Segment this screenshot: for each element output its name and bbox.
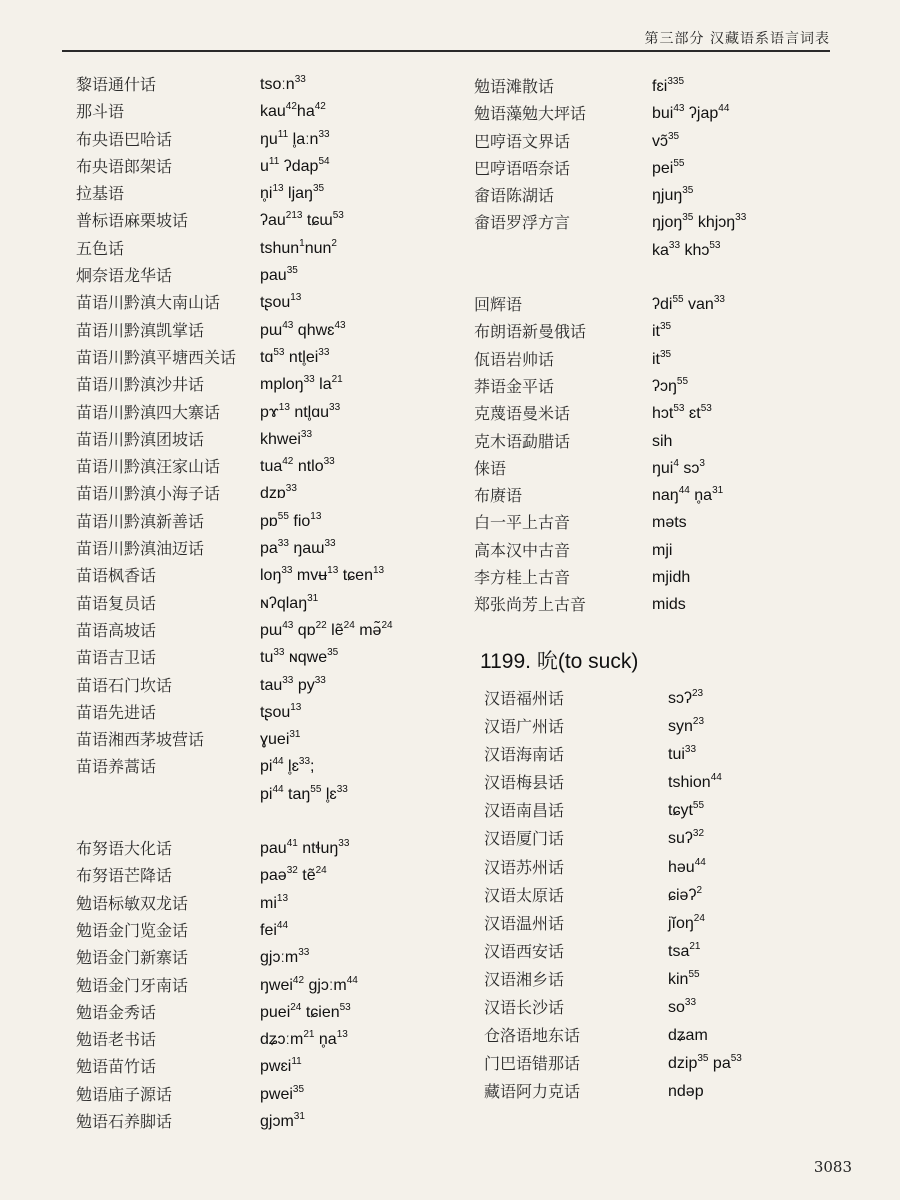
list-item xyxy=(484,688,854,716)
right-column-bottom xyxy=(484,688,854,1109)
language-name: 俫语 xyxy=(474,458,507,478)
list-item xyxy=(76,675,446,702)
language-name: 勉语老书话 xyxy=(76,1030,157,1050)
language-name: 回辉语 xyxy=(474,295,523,315)
language-name: 黎语通什话 xyxy=(76,75,157,94)
list-item xyxy=(484,857,854,885)
language-name: 普标语麻栗坡话 xyxy=(76,211,189,231)
language-name: 苗语吉卫话 xyxy=(76,648,157,668)
list-item xyxy=(474,212,854,239)
phonetic-form: pɤ$^{13}$ ntl̥ɑu$^{33}$ xyxy=(260,401,341,421)
list-item xyxy=(76,1056,446,1083)
list-item xyxy=(76,838,446,865)
list-item xyxy=(474,485,854,512)
phonetic-form: pwɛi$^{11}$ xyxy=(260,1056,302,1076)
language-name: 莽语金平话 xyxy=(474,376,555,396)
phonetic-form: $pi^{44}$ l̥ɛ$^{33}$; xyxy=(260,756,315,776)
language-name: 巴哼语唔奈话 xyxy=(474,158,571,178)
phonetic-form: tʂou$^{13}$ xyxy=(260,292,302,312)
language-name: 克木语勐腊话 xyxy=(474,431,571,451)
phonetic-form: $n̥i^{13}$ ljaŋ$^{35}$ xyxy=(260,183,325,203)
phonetic-form: $ŋu^{11}$ l̥aːn$^{33}$ xyxy=(260,128,330,148)
phonetic-form: tau$^{33}$ $py^{33}$ xyxy=(260,674,326,694)
language-name: 苗语湘西茅坡营话 xyxy=(76,730,205,750)
list-item xyxy=(474,103,854,130)
language-name: 苗语川黔滇大南山话 xyxy=(76,293,221,313)
list-item xyxy=(76,702,446,729)
list-item xyxy=(474,403,854,430)
list-item xyxy=(76,920,446,947)
language-name: 苗语川黔滇油迈话 xyxy=(76,539,205,559)
language-name: 苗语川黔滇凯掌话 xyxy=(76,320,205,340)
phonetic-form: tua$^{42}$ ntlo$^{33}$ xyxy=(260,456,335,476)
phonetic-form: fei$^{44}$ xyxy=(260,919,289,939)
phonetic-form: dʑam xyxy=(668,1027,708,1045)
phonetic-form: dzɒ$^{33}$ xyxy=(260,483,297,503)
phonetic-form: tʂou$^{13}$ xyxy=(260,701,302,721)
list-item xyxy=(76,483,446,510)
phonetic-form: pau$^{41}$ ntɬuŋ$^{33}$ xyxy=(260,838,350,858)
page-header xyxy=(62,22,830,52)
phonetic-form: tɑ$^{53}$ $ntl̥ei^{33}$ xyxy=(260,346,330,366)
phonetic-form: tshion$^{44}$ xyxy=(668,772,722,792)
phonetic-form: pɯ$^{43}$ qɒ$^{22}$ lẽ$^{24}$ mə̃$^{24}$ xyxy=(260,619,393,639)
language-name: 汉语苏州话 xyxy=(484,857,565,877)
phonetic-form: khwei$^{33}$ xyxy=(260,428,313,448)
phonetic-form: ɴʔqlaŋ$^{31}$ xyxy=(260,592,319,612)
phonetic-form: pɒ$^{55}$ fio$^{13}$ xyxy=(260,510,322,530)
list-item xyxy=(76,347,446,374)
language-name: 勉语金秀话 xyxy=(76,1002,157,1022)
list-item xyxy=(76,1084,446,1111)
language-name: 苗语复员话 xyxy=(76,593,157,613)
list-item xyxy=(76,620,446,647)
phonetic-form: mploŋ$^{33}$ $la^{21}$ xyxy=(260,374,343,394)
language-name: 汉语长沙话 xyxy=(484,998,565,1018)
phonetic-form: $it^{35}$ xyxy=(652,348,672,368)
list-item xyxy=(474,458,854,485)
phonetic-form: gjɔm$^{31}$ xyxy=(260,1110,305,1130)
language-name: 苗语川黔滇汪家山话 xyxy=(76,457,221,477)
language-name: 炯奈语龙华话 xyxy=(76,266,173,286)
list-item xyxy=(76,74,446,101)
language-name: 汉语梅县话 xyxy=(484,773,565,793)
list-item xyxy=(76,101,446,128)
phonetic-form: tsa$^{21}$ xyxy=(668,940,701,960)
phonetic-form: syn$^{23}$ xyxy=(668,716,705,736)
phonetic-form: tui$^{33}$ xyxy=(668,744,697,764)
phonetic-form: $pi^{44}$ taŋ$^{55}$ l̥ɛ$^{33}$ xyxy=(260,783,348,803)
language-name: 汉语海南话 xyxy=(484,745,565,765)
list-item xyxy=(474,294,854,321)
list-item xyxy=(76,402,446,429)
phonetic-form: $u^{11}$ ʔdap$^{54}$ xyxy=(260,155,330,175)
phonetic-form: $kau^{42}ha^{42}$ xyxy=(260,101,326,121)
phonetic-form: vɔ̃$^{35}$ xyxy=(652,130,680,150)
language-name: 勉语金门牙南话 xyxy=(76,975,189,995)
phonetic-form: kin$^{55}$ xyxy=(668,968,700,988)
phonetic-form: loŋ$^{33}$ mvʉ$^{13}$ tɕen$^{13}$ xyxy=(260,565,385,585)
list-item xyxy=(474,567,854,594)
language-name: 苗语枫香话 xyxy=(76,566,157,586)
language-name: 那斗语 xyxy=(76,102,125,122)
phonetic-form: jĭoŋ$^{24}$ xyxy=(668,912,705,932)
list-item xyxy=(76,156,446,183)
list-item xyxy=(474,185,854,212)
phonetic-form: $pa^{33}$ ŋaɯ$^{33}$ xyxy=(260,538,336,558)
language-name: 门巴语错那话 xyxy=(484,1054,581,1074)
list-item xyxy=(76,1029,446,1056)
list-item xyxy=(76,129,446,156)
language-name: 苗语石门坎话 xyxy=(76,675,173,695)
phonetic-form: ŋui$^4$ sɔ$^3$ xyxy=(652,457,705,477)
phonetic-form: sih xyxy=(652,432,673,450)
language-name: 勉语滩散话 xyxy=(474,77,555,96)
language-name: 汉语福州话 xyxy=(484,689,565,708)
phonetic-form: ɕiəʔ$^2$ xyxy=(668,884,703,904)
list-item xyxy=(76,947,446,974)
language-name: 苗语先进话 xyxy=(76,702,157,722)
list-item xyxy=(474,431,854,458)
language-name: 汉语湘乡话 xyxy=(484,969,565,989)
list-item xyxy=(484,941,854,969)
phonetic-form: ʔdi$^{55}$ van$^{33}$ xyxy=(652,294,725,314)
language-name: 苗语川黔滇小海子话 xyxy=(76,484,221,504)
phonetic-form: ŋwei$^{42}$ gjɔːm$^{44}$ xyxy=(260,974,358,994)
spacer xyxy=(474,267,854,294)
list-item xyxy=(484,716,854,744)
phonetic-form: tsoːn$^{33}$ xyxy=(260,74,306,93)
phonetic-form: mjidh xyxy=(652,569,691,587)
language-name: 苗语川黔滇团坡话 xyxy=(76,429,205,449)
phonetic-form: ndəp xyxy=(668,1083,704,1101)
list-item xyxy=(76,1002,446,1029)
list-item xyxy=(76,975,446,1002)
list-item xyxy=(76,893,446,920)
list-item xyxy=(474,512,854,539)
list-item xyxy=(474,349,854,376)
language-name: 巴哼语文界话 xyxy=(474,131,571,151)
language-name: 勉语石养脚话 xyxy=(76,1111,173,1131)
language-name: 勉语标敏双龙话 xyxy=(76,893,189,913)
phonetic-form: mids xyxy=(652,596,686,614)
language-name: 勉语苗竹话 xyxy=(76,1057,157,1077)
phonetic-form: pei$^{55}$ xyxy=(652,157,685,177)
list-item xyxy=(484,885,854,913)
language-name: 苗语川黔滇新善话 xyxy=(76,511,205,531)
list-item xyxy=(76,429,446,456)
phonetic-form: sɔʔ$^{23}$ xyxy=(668,688,704,707)
phonetic-form: pwei$^{35}$ xyxy=(260,1083,305,1103)
language-name: 五色话 xyxy=(76,238,125,258)
list-item xyxy=(484,1025,854,1053)
right-column-top xyxy=(474,76,854,622)
language-name: 汉语广州话 xyxy=(484,717,565,737)
list-item xyxy=(76,183,446,210)
list-item xyxy=(76,1111,446,1138)
phonetic-form: fɛi$^{335}$ xyxy=(652,76,685,95)
language-name: 苗语川黔滇平塘西关话 xyxy=(76,347,237,367)
list-item xyxy=(484,969,854,997)
list-item xyxy=(474,321,854,348)
language-name: 汉语西安话 xyxy=(484,941,565,961)
phonetic-form: paə$^{32}$ tẽ$^{24}$ xyxy=(260,865,327,885)
page-number: 3083 xyxy=(813,1158,852,1176)
language-name: 仓洛语地东话 xyxy=(484,1026,581,1046)
language-name: 勉语庙子源话 xyxy=(76,1084,173,1104)
spacer xyxy=(76,811,446,838)
list-item xyxy=(484,997,854,1025)
language-name: 勉语藻勉大坪话 xyxy=(474,104,587,124)
phonetic-form: naŋ$^{44}$ $n̥a^{31}$ xyxy=(652,485,724,505)
phonetic-form: mji xyxy=(652,541,673,559)
phonetic-form: ɣuei$^{31}$ xyxy=(260,729,301,749)
language-name: 高本汉中古音 xyxy=(474,540,571,560)
language-name: 布央语郎架话 xyxy=(76,156,173,176)
language-name: 郑张尚芳上古音 xyxy=(474,595,587,615)
phonetic-form: ʔau$^{213}$ tɕɯ$^{53}$ xyxy=(260,210,344,230)
list-item xyxy=(76,374,446,401)
list-item xyxy=(474,376,854,403)
list-item xyxy=(76,292,446,319)
list-item xyxy=(76,238,446,265)
list-item xyxy=(484,913,854,941)
language-name: 勉语金门览金话 xyxy=(76,920,189,940)
list-item xyxy=(76,320,446,347)
list-item xyxy=(76,538,446,565)
language-name: 布央语巴哈话 xyxy=(76,129,173,149)
list-item xyxy=(484,744,854,772)
list-item xyxy=(76,210,446,237)
language-name: 汉语太原话 xyxy=(484,885,565,905)
section-title: 1199. 吮(to suck) xyxy=(480,650,639,673)
phonetic-form: $it^{35}$ xyxy=(652,321,672,341)
list-item xyxy=(76,565,446,592)
list-item xyxy=(76,865,446,892)
language-name: 畲语罗浮方言 xyxy=(474,213,571,233)
list-item xyxy=(76,511,446,538)
list-item xyxy=(484,772,854,800)
phonetic-form: suʔ$^{32}$ xyxy=(668,828,705,848)
language-name: 拉基语 xyxy=(76,184,125,204)
language-name: 布朗语新曼俄话 xyxy=(474,322,587,342)
phonetic-form: bui$^{43}$ ʔjap$^{44}$ xyxy=(652,103,730,123)
language-name: 布赓语 xyxy=(474,486,523,506)
list-item xyxy=(484,1081,854,1109)
list-item xyxy=(474,540,854,567)
list-item xyxy=(474,240,854,267)
phonetic-form: ŋjoŋ$^{35}$ khjɔŋ$^{33}$ xyxy=(652,212,747,232)
phonetic-form: pau$^{35}$ xyxy=(260,265,298,285)
language-name: 苗语川黔滇四大寨话 xyxy=(76,402,221,422)
list-item xyxy=(474,76,854,103)
phonetic-form: həu$^{44}$ xyxy=(668,856,706,876)
language-name: 佤语岩帅话 xyxy=(474,349,555,369)
list-item xyxy=(484,800,854,828)
phonetic-form: ŋjuŋ$^{35}$ xyxy=(652,185,694,205)
language-name: 布努语芒降话 xyxy=(76,866,173,886)
phonetic-form: tshun$^1$nun$^2$ xyxy=(260,237,337,257)
phonetic-form: $mi^{13}$ xyxy=(260,892,289,912)
phonetic-form: hɔt$^{53}$ ɛt$^{53}$ xyxy=(652,403,712,423)
language-name: 汉语厦门话 xyxy=(484,829,565,849)
list-item xyxy=(76,729,446,756)
language-name: 藏语阿力克话 xyxy=(484,1082,581,1102)
phonetic-form: dʑɔːm$^{21}$ $n̥a^{13}$ xyxy=(260,1029,348,1049)
phonetic-form: tɕyt$^{55}$ xyxy=(668,800,705,820)
list-item xyxy=(484,1053,854,1081)
phonetic-form: puei$^{24}$ tɕien$^{53}$ xyxy=(260,1001,351,1021)
phonetic-form: məts xyxy=(652,514,687,532)
list-item xyxy=(474,158,854,185)
phonetic-form: $so^{33}$ xyxy=(668,997,697,1017)
list-item xyxy=(76,456,446,483)
list-item xyxy=(76,647,446,674)
language-name: 苗语养蒿话 xyxy=(76,757,157,777)
left-column xyxy=(76,74,446,1138)
language-name: 克蔑语曼米话 xyxy=(474,404,571,424)
list-item xyxy=(76,593,446,620)
list-item xyxy=(474,131,854,158)
phonetic-form: $tu^{33}$ ɴqwe$^{35}$ xyxy=(260,647,339,667)
language-name: 汉语南昌话 xyxy=(484,801,565,821)
list-item xyxy=(474,594,854,621)
language-name: 苗语川黔滇沙井话 xyxy=(76,375,205,395)
language-name: 白一平上古音 xyxy=(474,513,571,533)
header-title: 第三部分 汉藏语系语言词表 xyxy=(644,31,830,47)
phonetic-form: dzip$^{35}$ $pa^{53}$ xyxy=(668,1053,742,1073)
phonetic-form: gjɔːm$^{33}$ xyxy=(260,947,310,967)
language-name: 苗语高坡话 xyxy=(76,620,157,640)
phonetic-form: pɯ$^{43}$ qhwɛ$^{43}$ xyxy=(260,319,346,339)
list-item xyxy=(76,756,446,783)
language-name: 勉语金门新寨话 xyxy=(76,948,189,968)
list-item xyxy=(484,828,854,856)
list-item xyxy=(76,265,446,292)
language-name: 布努语大化话 xyxy=(76,839,173,859)
language-name: 李方桂上古音 xyxy=(474,568,571,588)
language-name: 汉语温州话 xyxy=(484,913,565,933)
language-name: 畲语陈湖话 xyxy=(474,186,555,206)
list-item xyxy=(76,784,446,811)
phonetic-form: $ka^{33}$ khɔ$^{53}$ xyxy=(652,239,721,259)
phonetic-form: ʔɔŋ$^{55}$ xyxy=(652,375,689,395)
